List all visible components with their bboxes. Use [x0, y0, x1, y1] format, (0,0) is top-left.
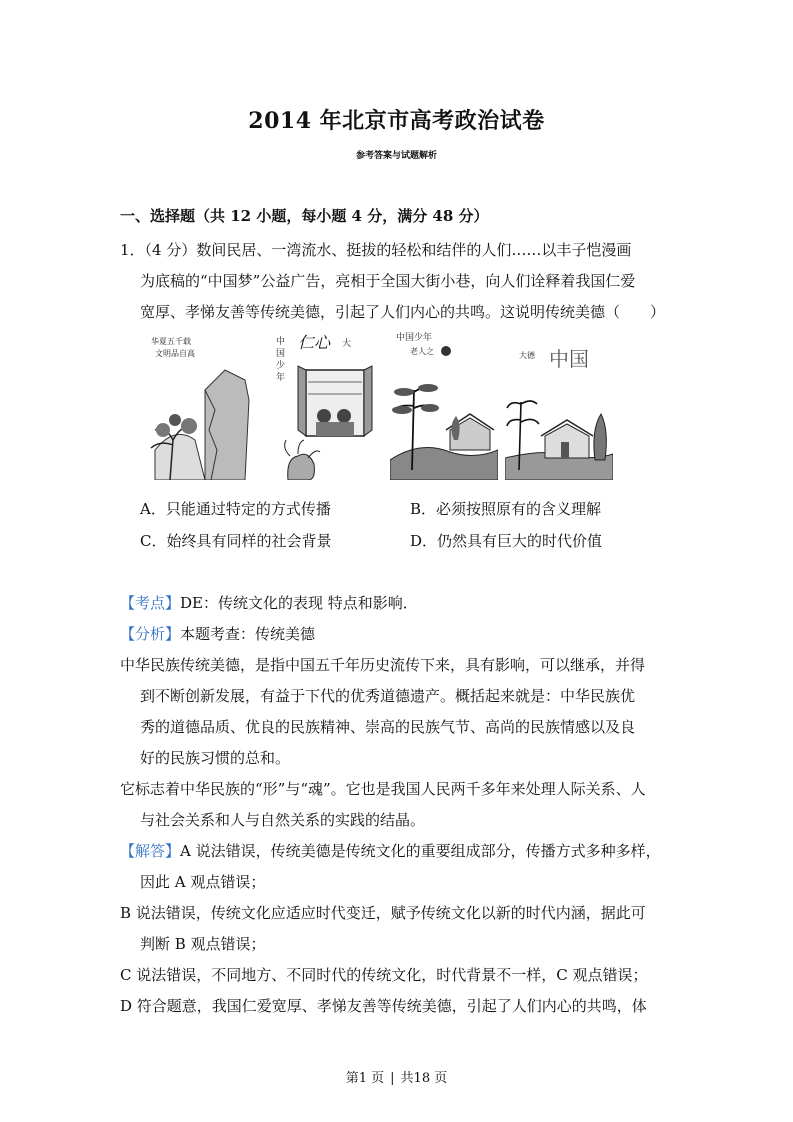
- page-subtitle: 参考答案与试题解析: [355, 151, 437, 161]
- option-c[interactable]: C．始终具有同样的社会背景: [140, 532, 332, 550]
- illustration-3: [390, 330, 498, 480]
- fenxi-tag: 【分析】: [120, 625, 181, 643]
- illustration-4: [505, 330, 613, 480]
- svg-text:仁心: 仁心: [298, 333, 331, 352]
- page-title: 2014 年北京市高考政治试卷: [248, 108, 545, 134]
- jieda-line: [120, 840, 661, 861]
- jieda-line-3: B 说法错误，传统文化应适应时代变迁，赋予传统文化以新的时代内涵，据此可: [120, 904, 646, 922]
- page-footer: [0, 1067, 793, 1086]
- svg-text:年: 年: [276, 373, 286, 383]
- jieda-line-4: 判断 B 观点错误；: [140, 935, 266, 953]
- svg-text:大德: 大德: [519, 351, 535, 360]
- jieda-line-5: C 说法错误，不同地方、不同时代的传统文化，时代背景不一样，C 观点错误；: [120, 966, 648, 984]
- option-a[interactable]: A．只能通过特定的方式传播: [140, 500, 331, 518]
- svg-text:中国: 中国: [549, 347, 589, 371]
- svg-text:少: 少: [276, 361, 286, 371]
- fenxi-text: 本题考查：传统美德: [180, 625, 316, 643]
- illustration-2: [268, 330, 376, 480]
- illustration-1: [145, 330, 253, 480]
- page-number: 第1 页: [345, 1071, 385, 1086]
- illustration-2-drawing: [268, 330, 376, 480]
- jieda-tag: 【解答】: [120, 842, 181, 860]
- question-line-2: 为底稿的“中国梦”公益广告，亮相于全国大街小巷，向人们诠释着我国仁爱: [140, 272, 636, 290]
- analysis-line-5: 它标志着中华民族的“形”与“魂”。它也是我国人民两千多年来处理人际关系、人: [120, 780, 646, 798]
- jieda-first-text: A 说法错误，传统美德是传统文化的重要组成部分，传播方式多种多样，: [180, 842, 661, 860]
- footer-separator: |: [390, 1071, 395, 1086]
- illustration-1-caption-1: 华夏五千载: [151, 337, 191, 346]
- analysis-line-4: 好的民族习惯的总和。: [140, 749, 291, 767]
- analysis-line-2: 到不断创新发展，有益于下代的优秀道德遗产。概括起来就是：中华民族优: [140, 687, 636, 705]
- jieda-line-2: 因此 A 观点错误；: [140, 873, 266, 891]
- kaodian-tag: 【考点】: [120, 594, 181, 612]
- option-d[interactable]: D．仍然具有巨大的时代价值: [410, 532, 603, 550]
- svg-text:中国少年: 中国少年: [396, 333, 433, 343]
- analysis-line-6: 与社会关系和人与自然关系的实践的结晶。: [140, 811, 426, 829]
- analysis-line-1: 中华民族传统美德，是指中国五千年历史流传下来，具有影响，可以继承，并得: [120, 656, 646, 674]
- question-line-3: 宽厚、孝悌友善等传统美德，引起了人们内心的共鸣。这说明传统美德（ ）: [140, 303, 666, 321]
- illustration-1-caption-2: 文明品自高: [155, 349, 195, 358]
- page-total: 共18 页: [400, 1071, 448, 1086]
- kaodian-line: [120, 592, 418, 613]
- analysis-line-3: 秀的道德品质、优良的民族精神、崇高的民族气节、高尚的民族情感以及良: [140, 718, 636, 736]
- option-b[interactable]: B．必须按照原有的含义理解: [410, 500, 602, 518]
- svg-text:国: 国: [276, 349, 286, 359]
- svg-text:大: 大: [342, 339, 352, 349]
- kaodian-text: DE：传统文化的表现 特点和影响．: [180, 594, 418, 612]
- illustration-3-drawing: [390, 330, 498, 480]
- fenxi-line: [120, 623, 315, 644]
- section-heading: 一、选择题（共 12 小题，每小题 4 分，满分 48 分）: [120, 207, 489, 225]
- svg-text:中: 中: [276, 337, 286, 347]
- question-line-1: 1．（4 分）数间民居、一湾流水、挺拔的轻松和结伴的人们……以丰子恺漫画: [120, 241, 632, 259]
- illustration-1-drawing: [145, 330, 253, 480]
- illustration-4-drawing: [505, 330, 613, 480]
- jieda-line-6: D 符合题意，我国仁爱宽厚、孝悌友善等传统美德，引起了人们内心的共鸣，体: [120, 997, 647, 1015]
- svg-text:老人之: 老人之: [410, 347, 434, 356]
